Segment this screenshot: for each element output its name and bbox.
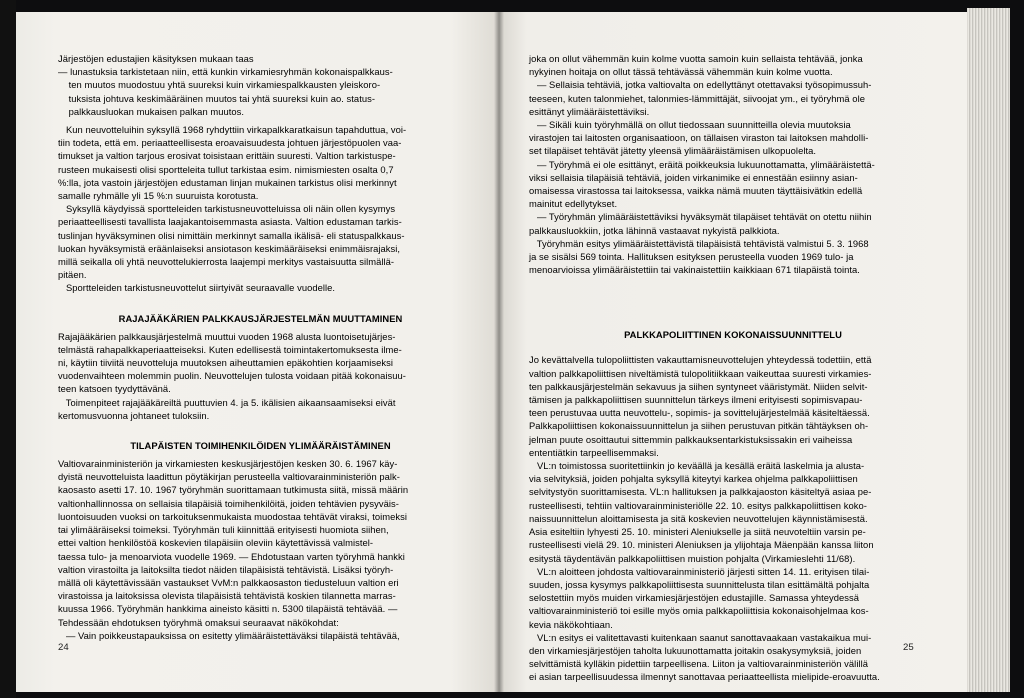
text-line: valtionhallinnossa on sellaisia tilapäisiä toimihenkilöitä, joiden tehtävien pysyväis-: [58, 497, 399, 509]
text-line: Rajajääkärien palkkausjärjestelmä muuttui vuoden 1968 alusta luontoisetujärjes-: [58, 330, 396, 342]
left-paragraph-group-a: [58, 52, 463, 118]
text-line: taessa tulo- ja menoarviota vuodelle 1969. — Ehdotustaan varten työryhmä hankki: [58, 550, 405, 562]
text-line: luokan hyväksymistä eräänlaiseksi ansiotason keskimääräiseksi enimmäisrajaksi,: [58, 242, 401, 254]
text-line: Tehdessään ehdotuksen työryhmä omaksui seuraavat näkökohdat:: [58, 616, 339, 628]
text-line: mainitut edellytykset.: [529, 198, 618, 210]
text-line: palkkausluokkiin, jotka lähinnä vastaavat nykyistä palkkiota.: [529, 224, 780, 236]
left-paragraph-group-c: [58, 330, 463, 422]
text-line: ten palkkausjärjestelmän sekavuus ja siihen syntyneet vääristymät. Niiden selvit-: [529, 380, 868, 392]
text-line: kaosasto asetti 17. 10. 1967 työryhmän suorittamaan tutkimusta siitä, missä määrin: [58, 484, 409, 496]
left-paragraph-group-b: [58, 123, 463, 295]
right-paragraph-group-b: [529, 353, 937, 683]
text-line: ettei valtion henkilöstöä koskevien tilapäisiin oleviin käytettävissä valmistel-: [58, 537, 374, 549]
text-line: via selvityksiä, joiden pohjalta syksyllä kiteytyi karkea ohjelma palkkapoliittisen: [529, 473, 858, 485]
section-heading-rajajaakarit: RAJAJÄÄKÄRIEN PALKKAUSJÄRJESTELMÄN MUUTTAMINEN: [118, 312, 403, 324]
text-line: — lunastuksia tarkistetaan niin, että kunkin virkamiesryhmän kokonaispalkkaus-: [58, 66, 393, 78]
page-number-left: 24: [58, 642, 69, 653]
text-line: jelman puute osoittautui sittemmin palkkauksentarkistuksissakin eri vaiheissa: [529, 433, 853, 445]
right-page-text: [529, 52, 937, 684]
text-line: %:lla, jota vastoin järjestöjen edustaman linjan mukainen tarkistus olisi merkinnyt: [58, 176, 397, 188]
text-line: den virkamiesjärjestöjen taholta lukuunottamatta joitakin osakysymyksiä, joiden: [529, 644, 862, 656]
text-line: telmästä rahapalkkaperiaatteiseksi. Kuten edellisestä toimintakertomuksesta ilme-: [58, 343, 402, 355]
text-line: tuslinjan hyväksyminen olisi nimittäin merkinnyt samalla ikälisä- eli statuspalkkaus-: [58, 229, 405, 241]
text-line: Syksyllä käydyissä sportteleiden tarkistusneuvotteluissa oli näin ollen kysymys: [58, 203, 396, 215]
text-line: samalle ryhmälle yli 15 %:n suuruista korotusta.: [58, 190, 259, 202]
text-line: set tilapäiset tehtävät jätetty yleensä ylimääräistämisen ulkopuolelta.: [529, 145, 817, 157]
text-line: valtion palkkapoliittisen niveltämistä tulopolitiikkaan vaikeuttaa suuresti virkamies-: [529, 367, 872, 379]
text-line: pitäen.: [58, 269, 87, 281]
text-line: selvitystyön suorittamisesta. VL:n hallituksen ja palkkajaoston käsiteltyä asiaa pe-: [529, 486, 872, 498]
text-line: naissuunnittelun aloittamisesta ja sitä koskevien neuvottelujen käynnistämisestä.: [529, 512, 868, 524]
text-line: kevia näkökohtiaan.: [529, 618, 613, 630]
text-line: VL:n esitys ei valitettavasti kuitenkaan saanut sanottavaakaan vastakaikua mui-: [529, 631, 872, 643]
text-line: suuden, jossa kysymys palkkapoliittisesta suunnittelusta tilan esittämältä pohjalta: [529, 578, 870, 590]
text-line: rusteen mukaisesti olisi sportteleita tullut tarkistaa esim. nimismiesten osalta 0,7: [58, 163, 394, 175]
text-line: omaisessa virastossa tai laitoksessa, vaikka nämä muuten täyttäisivätkin edellä: [529, 185, 863, 197]
text-line: millä seikalla oli yhtä neuvottelukierrosta laajempi merkitys vastaisuutta silmällä-: [58, 256, 395, 268]
text-line: tuksista johtuva keskimääräinen muutos tai yhtä suureksi kuin ao. status-: [58, 92, 376, 104]
text-line: Toimenpiteet rajajääkäreiltä puuttuvien 4. ja 5. ikälisien aikaansaamiseksi eivät: [58, 396, 396, 408]
text-line: ni, käytiin tiiviitä neuvotteluja muutoksen aiheuttamien epäkohtien korjaamiseksi: [58, 357, 393, 369]
text-line: nykyinen hoitaja on ollut tässä tehtävässä vähemmän kuin kolme vuotta.: [529, 66, 833, 78]
text-line: timukset ja valtion tarjous erosivat toisistaan erittäin suuresti. Valtion tarkistuspe-: [58, 150, 396, 162]
text-line: — Sellaisia tehtäviä, jotka valtiovalta on edellyttänyt otettavaksi työsopimussuh-: [529, 79, 872, 91]
text-line: palkkausluokan mukaisen palkan muutos.: [58, 105, 245, 117]
text-line: menoarvioissa ylimääräistettiin tai vakinaistettiin kaikkiaan 671 tilapäistä tointa.: [529, 264, 860, 276]
left-paragraph-group-d: [58, 457, 463, 642]
text-line: viksi sellaisia tilapäisiä tehtäviä, joiden virkanimike ei ennestään esiinny asian-: [529, 171, 858, 183]
text-line: valtiovarainministeriö toi esille myös omia palkkapoliittisia kokonaisohjelmaa kos-: [529, 605, 869, 617]
text-line: Työryhmän esitys ylimääräistettävistä tilapäisistä tehtävistä valmistui 5. 3. 1968: [529, 237, 869, 249]
text-line: periaatteellisesti tavallista laajakantoisemmasta asiasta. Valtion edustaman tarkis-: [58, 216, 402, 228]
text-line: kertomusvuonna johtaneet tuloksiin.: [58, 409, 210, 421]
section-heading-palkkapoliittinen: PALKKAPOLIITTINEN KOKONAISSUUNNITTELU: [624, 329, 842, 341]
text-line: — Työryhmän ylimääräistettäviksi hyväksymät tilapäiset tehtävät on otettu niihin: [529, 211, 872, 223]
text-line: virastoissa ja laitoksissa olevista tilapäisistä tehtävistä koskien tilannetta marras-: [58, 590, 396, 602]
section-heading-tilapaiset: TILAPÄISTEN TOIMIHENKILÖIDEN YLIMÄÄRÄISTÄMINEN: [130, 440, 391, 452]
text-line: luontoisuuden vuoksi on tarkoituksenmukaista muodostaa tehtävät viraksi, toimeksi: [58, 510, 408, 522]
text-line: Palkkapoliittisen kokonaissuunnittelun ja siihen perustuvan pitkän tähtäyksen oh-: [529, 420, 869, 432]
text-line: Valtiovarainministeriön ja virkamiesten keskusjärjestöjen kesken 30. 6. 1967 käy-: [58, 458, 398, 470]
text-line: teen perustuvaa uutta neuvottelu-, sopimis- ja sovittelujärjestelmää käsiteltäessä.: [529, 407, 870, 419]
text-line: tai ylimääräiseksi toimeksi. Työryhmän tuli kiinnittää erityisesti huomiota siihen,: [58, 524, 389, 536]
text-line: selvittämistä kylläkin pidettiin tarpeellisena. Liiton ja valtiovarainministeriön välillä: [529, 658, 868, 670]
text-line: mällä oli käytettävissään vastaukset VvM:n palkkaosaston tiedusteluun valtion eri: [58, 576, 399, 588]
right-dark-edge: [1010, 0, 1024, 698]
text-line: teen katsoen tyydyttävänä.: [58, 383, 171, 395]
text-line: ententiätkin tarpeellisemmaksi.: [529, 446, 659, 458]
text-line: ei asian tarpeellisuudessa ilmennyt sanottavaa periaatteellista mielipide-eroavuutta.: [529, 671, 880, 683]
text-line: rusteellisesti vielä 29. 10. ministeri Aleniuksen ja ylijohtaja Mäenpään kanssa liiton: [529, 539, 874, 551]
text-line: esitystä täydentävän palkkapoliittisen muistion pohjalta (Virkamieslehti 11/68).: [529, 552, 856, 564]
text-line: vuodenvaihteen molemmin puolin. Neuvottelujen tulosta voidaan pitää kokonaisuu-: [58, 370, 406, 382]
text-line: ten muutos muodostuu yhtä suureksi kuin virkamiespalkkausten yleiskoro-: [58, 79, 381, 91]
left-dark-edge: [0, 0, 16, 698]
page-number-right: 25: [903, 642, 914, 653]
text-line: Jo kevättalvella tulopoliittisten vakauttamisneuvottelujen yhteydessä todettiin, että: [529, 354, 872, 366]
text-line: Kun neuvotteluihin syksyllä 1968 ryhdyttiin virkapalkkaratkaisun tapahduttua, voi-: [58, 124, 407, 136]
text-line: VL:n toimistossa suoritettiinkin jo keväällä ja kesällä eräitä laskelmia ja alusta-: [529, 460, 865, 472]
book-gutter: [494, 12, 504, 692]
text-line: joka on ollut vähemmän kuin kolme vuotta samoin kuin sellaista tehtävää, jonka: [529, 53, 863, 64]
text-line: VL:n aloitteen johdosta valtiovarainministeriö järjesti sitten 14. 11. erityisen tilai-: [529, 565, 870, 577]
text-line: Asia esiteltiin lyhyesti 25. 10. ministeri Aleniukselle ja siitä neuvoteltiin varsin pe-: [529, 526, 866, 538]
text-line: Järjestöjen edustajien käsityksen mukaan taas: [58, 53, 254, 64]
text-line: tämisen ja palkkapoliittisen suunnittelun tärkeys ilmeni erityisesti sopimisvapau-: [529, 394, 863, 406]
text-line: virastojen tai laitosten organisaatioon, on tällaisen viraston tai laitoksen mahdolli-: [529, 132, 869, 144]
text-line: Sportteleiden tarkistusneuvottelut siirtyivät seuraavalle vuodelle.: [58, 282, 336, 294]
text-line: esittänyt ylimääräistettäviksi.: [529, 105, 650, 117]
text-line: tiin todeta, että em. periaatteellisesta eroavaisuudesta johtuen järjestöpuolen vaa-: [58, 137, 402, 149]
text-line: selostettiin myös muiden virkamiesjärjestöjen edustajille. Samassa yhteydessä: [529, 592, 860, 604]
text-line: dyistä neuvotteluista laadittun pöytäkirjan perusteella valtiovarainministeriön palk-: [58, 471, 400, 483]
text-line: — Vain poikkeustapauksissa on esitetty ylimääräistettäväksi tilapäistä tehtävää,: [58, 629, 400, 641]
right-paragraph-group-a: [529, 52, 937, 276]
text-line: — Sikäli kuin työryhmällä on ollut tiedossaan suunnitteilla olevia muutoksia: [529, 119, 851, 131]
left-page-text: [58, 52, 463, 642]
text-line: kuussa 1966. Työryhmän hankkima aineisto käsitti n. 5300 tilapäistä tehtävää. —: [58, 603, 398, 615]
text-line: teeseen, kuten talonmiehet, talonmies-lämmittäjät, siivoojat ym., ei työryhmä ole: [529, 92, 865, 104]
text-line: rusteellisesti, tehtiin valtiovarainministeriölle 22. 10. esitys palkkapoliittisen koko-: [529, 499, 867, 511]
text-line: ja se sisälsi 569 tointa. Hallituksen esityksen perusteella vuoden 1969 tulo- ja: [529, 251, 854, 263]
text-line: valtion virastoilta ja laitoksilta tiedot näiden tilapäisistä tehtävistä. Lisäksi työryh-: [58, 563, 394, 575]
text-line: — Työryhmä ei ole esittänyt, eräitä poikkeuksia lukuunottamatta, ylimääräistettä-: [529, 158, 875, 170]
